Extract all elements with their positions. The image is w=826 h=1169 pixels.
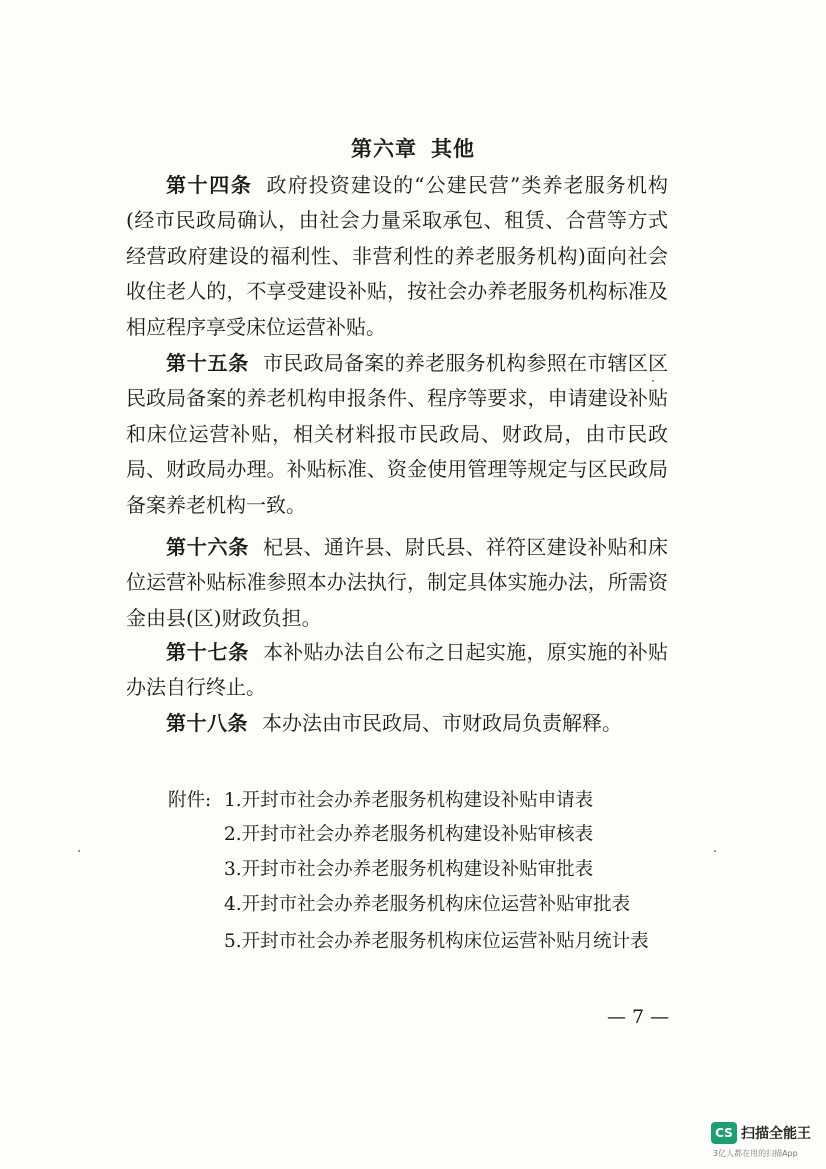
article-label: 第十八条 <box>166 711 248 735</box>
attachment-item: 5.开封市社会办养老服务机构床位运营补贴月统计表 <box>224 931 649 952</box>
chapter-number: 第六章 <box>351 137 417 161</box>
chapter-title: 其他 <box>431 137 475 161</box>
article-15 <box>126 346 668 523</box>
scan-speck <box>78 850 80 852</box>
camscanner-logo-icon: CS <box>711 1122 737 1144</box>
article-label: 第十七条 <box>166 640 250 664</box>
watermark-app-name: 扫描全能王 <box>741 1126 811 1142</box>
attachment-item: 2.开封市社会办养老服务机构建设补贴审核表 <box>224 824 594 845</box>
article-label: 第十六条 <box>166 535 250 559</box>
article-text: 市民政局备案的养老服务机构参照在市辖区区民政局备案的养老机构申报条件、程序等要求，申请建设补贴和床位运营补贴，相关材料报市民政局、财政局，由市民政局、财政局办理。补贴标准、资金使用管理等规定与区民政局备案养老机构一致。 <box>126 351 669 517</box>
watermark-tagline: 3亿人都在用的扫描App <box>713 1149 798 1158</box>
scan-speck <box>652 380 654 382</box>
scan-speck <box>714 850 716 852</box>
article-14 <box>126 168 668 345</box>
article-17 <box>126 635 668 706</box>
article-16 <box>126 530 668 636</box>
article-text: 杞县、通许县、尉氏县、祥符区建设补贴和床位运营补贴标准参照本办法执行，制定具体实施办法，所需资金由县(区)财政负担。 <box>126 535 669 630</box>
chapter-heading <box>0 133 826 163</box>
article-label: 第十四条 <box>166 173 253 197</box>
article-text: 本补贴办法自公布之日起实施，原实施的补贴办法自行终止。 <box>126 640 669 700</box>
article-text: 本办法由市民政局、市财政局负责解释。 <box>262 711 622 735</box>
page-number: — 7 — <box>607 1006 670 1028</box>
attachment-item: 4.开封市社会办养老服务机构床位运营补贴审批表 <box>224 894 631 915</box>
scanner-watermark <box>711 1122 819 1162</box>
article-label: 第十五条 <box>166 351 250 375</box>
attachment-item: 3.开封市社会办养老服务机构建设补贴审批表 <box>224 859 594 880</box>
attachment-item: 1.开封市社会办养老服务机构建设补贴申请表 <box>224 790 594 811</box>
article-text: 政府投资建设的“公建民营”类养老服务机构(经市民政局确认，由社会力量采取承包、租赁、合营等方式经营政府建设的福利性、非营利性的养老服务机构)面向社会收住老人的，不享受建设补贴，按社会办养老服务机构标准及相应程序享受床位运营补贴。 <box>126 173 669 339</box>
attachments-label: 附件: <box>168 790 212 811</box>
article-18 <box>126 706 668 741</box>
